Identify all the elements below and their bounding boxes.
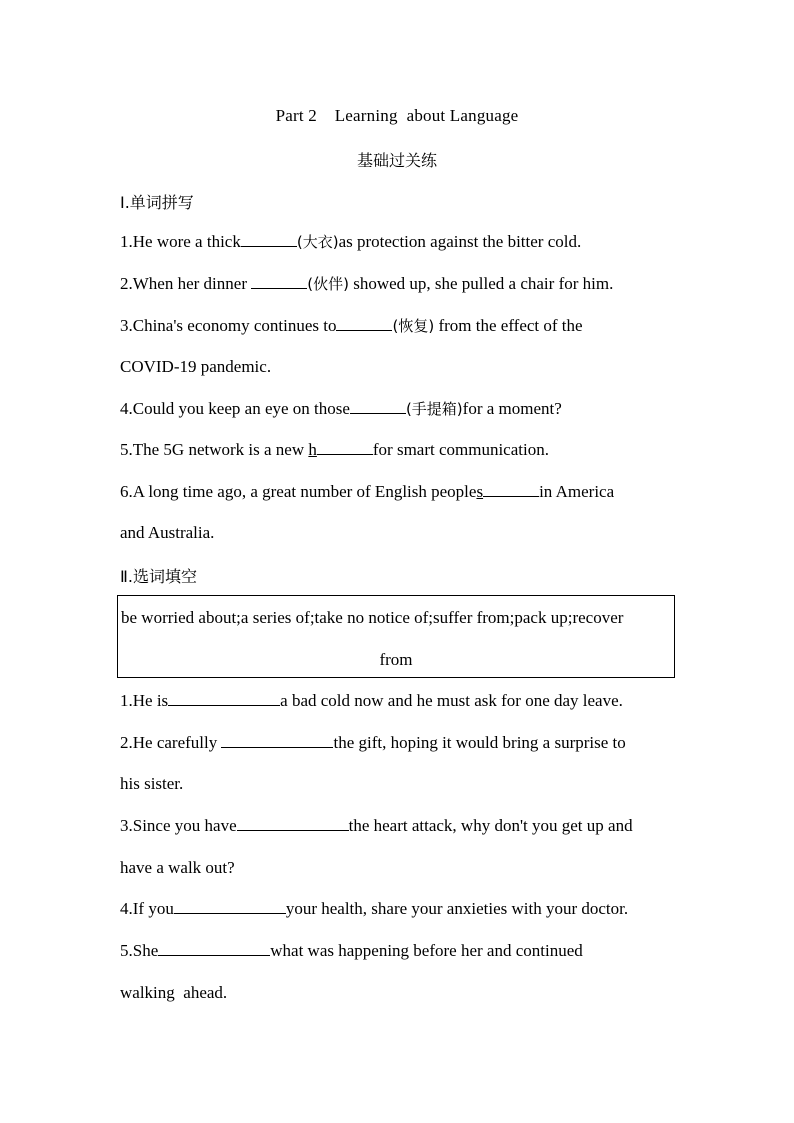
s2-question-3 <box>120 815 680 837</box>
s1-question-3 <box>120 315 680 337</box>
s1-q5-text-pre: 5.The 5G network is a new <box>120 440 309 459</box>
s1-q5-text-post: for smart communication. <box>372 440 549 459</box>
s2-q3-continuation: have a walk out? <box>120 858 235 877</box>
section1-heading: Ⅰ.单词拼写 <box>120 193 194 212</box>
s1-q1-text-post: as protection against the bitter cold. <box>338 232 582 251</box>
s2-q2-blank[interactable] <box>221 732 333 748</box>
s2-q1-text-post: a bad cold now and he must ask for one day leave. <box>280 691 623 710</box>
s2-q1-text-pre: 1.He is <box>120 691 169 710</box>
s2-q2-text-post: the gift, hoping it would bring a surprise to <box>333 733 626 752</box>
s2-q1-blank[interactable] <box>168 690 280 706</box>
s1-q2-blank[interactable] <box>251 273 307 289</box>
s2-question-4 <box>120 898 680 920</box>
section2-heading: Ⅱ.选词填空 <box>120 567 197 586</box>
s1-q6-continuation: and Australia. <box>120 523 215 542</box>
s2-q3-blank[interactable] <box>237 815 349 831</box>
s1-q4-hint: (手提箱) <box>405 400 463 418</box>
s1-q6-blank[interactable] <box>483 481 539 497</box>
s1-q5-blank[interactable] <box>317 439 373 455</box>
s1-q6-text-pre: 6.A long time ago, a great number of English people <box>120 482 477 501</box>
s1-question-2 <box>120 273 680 295</box>
s1-q1-hint: (大衣) <box>296 233 339 251</box>
s1-q3-continuation: COVID-19 pandemic. <box>120 357 272 376</box>
s2-question-5 <box>120 940 680 962</box>
s1-q4-text-pre: 4.Could you keep an eye on those <box>120 399 350 418</box>
s1-q3-hint: (恢复) <box>392 317 435 335</box>
s2-q5-text-post: what was happening before her and continued <box>270 941 583 960</box>
s1-question-4 <box>120 398 680 420</box>
s2-q5-blank[interactable] <box>158 940 270 956</box>
s2-q4-text-pre: 4.If you <box>120 899 174 918</box>
s2-q2-continuation: his sister. <box>120 774 184 793</box>
word-bank-box <box>117 595 675 678</box>
s2-q3-text-pre: 3.Since you have <box>120 816 237 835</box>
s1-q2-text-post: showed up, she pulled a chair for him. <box>348 274 614 293</box>
s2-question-2 <box>120 732 680 754</box>
s2-question-1 <box>120 690 680 712</box>
s1-q5-first-letter: h <box>308 440 317 459</box>
page-subtitle: 基础过关练 <box>356 151 437 170</box>
s1-q6-first-letter: s <box>476 482 484 501</box>
s1-question-5 <box>120 439 680 461</box>
s1-q3-blank[interactable] <box>336 315 392 331</box>
s2-q5-continuation: walking ahead. <box>120 983 228 1002</box>
s1-q4-blank[interactable] <box>350 398 406 414</box>
word-bank-line-2: from <box>379 650 413 669</box>
s2-q3-text-post: the heart attack, why don't you get up and <box>348 816 633 835</box>
s1-q4-text-post: for a moment? <box>462 399 562 418</box>
s1-q6-text-post: in America <box>539 482 615 501</box>
s1-question-1 <box>120 231 680 253</box>
s1-q3-text-post: from the effect of the <box>434 316 583 335</box>
s2-q5-text-pre: 5.She <box>120 941 159 960</box>
s1-q1-text-pre: 1.He wore a thick <box>120 232 241 251</box>
s1-q1-blank[interactable] <box>241 231 297 247</box>
s2-q4-blank[interactable] <box>174 898 286 914</box>
page-title: Part 2 Learning about Language <box>275 106 519 125</box>
word-bank-line-1: be worried about;a series of;take no notice of;suffer from;pack up;recover <box>121 608 624 627</box>
s2-q4-text-post: your health, share your anxieties with your doctor. <box>285 899 629 918</box>
s1-q2-text-pre: 2.When her dinner <box>120 274 252 293</box>
s1-q2-hint: (伙伴) <box>307 275 349 293</box>
s1-question-6 <box>120 481 680 503</box>
s1-q3-text-pre: 3.China's economy continues to <box>120 316 337 335</box>
s2-q2-text-pre: 2.He carefully <box>120 733 222 752</box>
